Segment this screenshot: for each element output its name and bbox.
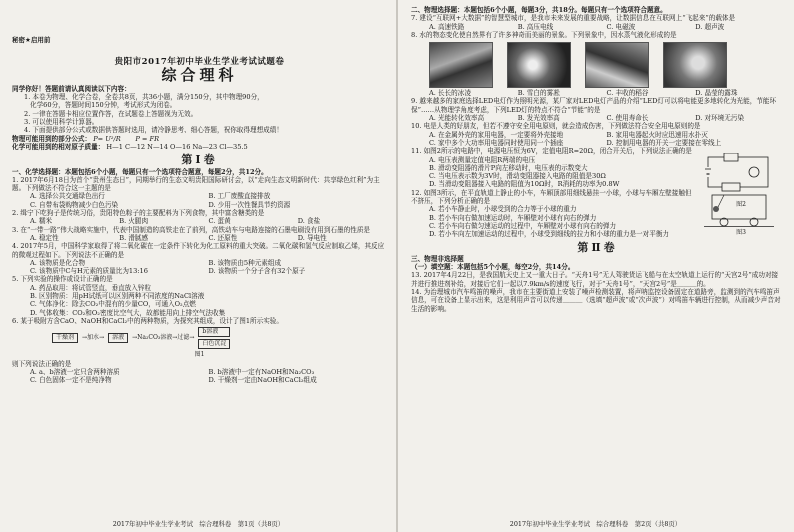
q12-option-b: B. 若小车向右做加速运动时，车厢壁对小球有向右的弹力: [429, 213, 597, 222]
notice-4: 4. 下面提供部分公式或数据供答题时选用，请冷静思考、细心答题，祝你取得理想成绩！: [24, 126, 283, 135]
question-3: 3. 在“一带一路”伟大战略实施中，代表中国制造的高铁走在了前列，高铁动车与电路连接的石墨电刷没有用到石墨的性质是: [12, 225, 371, 234]
section-juan-1: 第Ⅰ卷: [181, 153, 218, 167]
figure-2-caption: 图2: [736, 201, 746, 209]
q12-option-c: C. 若小车向右做匀速运动的过程中，车厢壁对小球有向右的弹力: [429, 221, 617, 230]
page-1-footer: 2017年初中毕业生学业考试 综合理科卷 第1页（共8页）: [112, 519, 285, 528]
q2-option-a: A. 糯米: [30, 217, 53, 226]
q9-option-c: C. 使用寿命长: [606, 114, 649, 123]
exam-subject: 综合理科: [161, 65, 238, 84]
question-4: 4. 2017年5月，中国科学家取得了将二氧化碳在一定条件下转化为化工原料的重大突破。二氧化碳和氢气反应制取乙烯，其反应的微观过程如下。下列说法不正确的是: [12, 242, 385, 259]
q6-option-a: A. a、b溶液一定只含两种溶质: [30, 367, 120, 376]
formula-label: 物理可能用到的部分公式：: [12, 134, 92, 143]
q10-options: [411, 131, 784, 148]
question-10: 10. 电是人类的好朋友，但若不遵守安全用电原则，就会造成伤害，下列做法符合安全用电原则的是: [411, 122, 701, 131]
dew-photo: [663, 42, 727, 88]
q10-option-d: D. 控制用电器的开关一定要接在零线上: [606, 138, 722, 147]
q6-option-b: B. b溶液中一定有NaOH和Na₂CO₃: [208, 367, 315, 376]
notice-2: 2. 一律在答题卡相应位置作答，在试题卷上答题视为无效。: [24, 109, 198, 118]
figure-1-caption: 图1: [194, 351, 205, 359]
exam-title: 贵阳市2017年初中毕业生学业考试试题卷: [114, 57, 285, 68]
q7-option-d: D. 超声波: [695, 22, 725, 31]
question-8: 8. 水的物态变化使自然界有了许多神奇而美丽的景象。下列景象中，因水蒸气液化形成的是: [411, 30, 677, 39]
q4-option-b: B. 该物质由5种元素组成: [208, 258, 282, 267]
flow-outputs: [198, 327, 230, 349]
q11-option-d: D. 当滑动变阻器接入电路的阻值为10Ω时，R消耗的功率为0.8W: [429, 180, 620, 189]
notice-3: 3. 可以使用科学计算器。: [24, 118, 99, 127]
q8-option-c: C. 丰收的稻谷: [606, 89, 649, 98]
section-physics-nonchoice: 三、物理非选择题: [411, 254, 464, 263]
q6-tail: 则下列说法正确的是: [12, 359, 72, 368]
question-5: 5. 下列实验的操作或设计正确的是: [12, 275, 113, 284]
q2-options: [12, 217, 387, 225]
q7-options: [411, 23, 784, 31]
q11-option-a: A. 电压表测量定值电阻R两端的电压: [429, 155, 536, 164]
q9-option-b: B. 发光效率高: [517, 114, 560, 123]
q3-options: [12, 234, 387, 242]
q3-option-d: D. 导电性: [297, 233, 327, 242]
q1-options-2: [12, 201, 387, 209]
flow-b-solution: b溶液: [198, 327, 230, 337]
q10-option-a: A. 在金属外壳的家用电器，一定要将外壳接地: [429, 130, 564, 139]
q3-option-c: C. 还原性: [208, 233, 238, 242]
secret-mark: 秘密★启用前: [12, 36, 51, 44]
q12-option-d: D. 若小车向左加速运动的过程中，小球受到细线的拉力和小球的重力是一对平衡力: [429, 230, 670, 239]
rime-photo: [507, 42, 571, 88]
notice-heading: 同学你好！答题前请认真阅读以下内容：: [12, 84, 131, 93]
q10-option-b: B. 家用电器起火时应迅速用水扑灭: [606, 130, 708, 139]
question-2: 2. 缉宁下吃狗子是传统习俗，贵阳特色粽子的主要配料为下列食物，其中富含糖类的是: [12, 209, 265, 218]
q4-options: [12, 259, 387, 267]
q2-option-d: D. 食盐: [297, 217, 321, 226]
q4-option-d: D. 该物质一个分子含有32个原子: [208, 267, 306, 276]
q7-option-a: A. 高速铁路: [429, 22, 465, 31]
q6-options-2: [12, 376, 387, 384]
figure-3-caption: 图3: [736, 228, 746, 236]
flow-reagent-filter: 过滤: [177, 334, 190, 342]
flow-arrow-1: →加水→: [82, 334, 105, 342]
atomic-mass-line: [12, 143, 387, 151]
formula-line: [12, 135, 387, 143]
q3-option-b: B. 滑腻感: [119, 233, 149, 242]
q6-option-c: C. 白色固体一定不是纯净物: [30, 376, 112, 385]
section-juan-2: 第Ⅱ卷: [577, 240, 618, 254]
q4-option-c: C. 该物质中C与H元素的质量比为13:16: [30, 267, 148, 276]
question-14: 14. 为治理城市汽车鸣笛的噪声，我市在主要街道上安装了噪声检测装置，将声呐监控设备固定在道路旁，监测到的汽车鸣笛声信息，可在设备上显示出来，这是利用声音可以传递＿＿＿（选填“超声波”或“次声波”）对鸣笛车辆进行控制，从而减少声音对生活的影响。: [411, 288, 781, 313]
q1-options: [12, 192, 387, 200]
flow-reagent-na2co3: Na₂CO₃溶液: [137, 334, 173, 342]
q12-block: [411, 189, 784, 239]
q5-option-d: D. 气体收集：CO₂和O₂密度比空气大，故都能用向上排空气法收集: [30, 308, 226, 317]
q3-option-a: A. 稳定性: [30, 233, 59, 242]
atomic-mass-values: H—1 C—12 N—14 O—16 Na—23 Cl—35.5: [106, 142, 248, 151]
q1-option-a: A. 选择公共交通绿色出行: [30, 192, 105, 201]
notice-1b: 化学60分，答题时间150分钟，考试形式为闭卷。: [30, 101, 177, 110]
q8-option-a: A. 长长的冰凌: [429, 89, 471, 98]
q11-option-b: B. 滑动变阻器的滑片P向左移动时，电压表的示数变大: [429, 163, 588, 172]
q8-option-d: D. 晶莹的露珠: [695, 89, 738, 98]
formula-power-2: P = FR: [135, 134, 160, 143]
section-chem-choice: 一、化学选择题：本题包括6个小题，每题只有一个选项符合题意，每题2分，共12分。: [12, 167, 268, 176]
rice-photo: [585, 42, 649, 88]
figure-3-cart: [704, 191, 774, 229]
q5-option-b: B. 区别物质：用pH试纸可以区别两种不同浓度的NaCl溶液: [30, 292, 205, 301]
q8-option-b: B. 雪白的雾凇: [517, 89, 560, 98]
formula-power: P= U²/R: [93, 134, 121, 143]
page-2: [397, 0, 794, 532]
q7-option-b: B. 高压电线: [517, 22, 554, 31]
q8-photos: [411, 42, 784, 88]
flow-white-precipitate: 白色沉淀: [198, 339, 230, 349]
icicle-photo: [429, 42, 493, 88]
q12-option-a: A. 若小车静止时，小球受到的合力等于小球的重力: [429, 205, 577, 214]
question-11: 11. 如图2所示的电路中，电源电压恒为6V，定值电阻R=20Ω，闭合开关后，下列说法正确的是: [411, 147, 692, 156]
figure-1-flowchart: [12, 327, 387, 349]
flow-reagent-water: 加水: [87, 334, 100, 342]
question-7: 7. 建设“互联网+大数据”的智慧型城市，是我市未来发展的重要战略，让数据信息在互联网上“飞起来”的载体是: [411, 14, 736, 23]
q10-option-c: C. 家中多个大功率用电器同时使用同一个插座: [429, 138, 564, 147]
question-9: 9. 越来越多的家庭选择LED电灯作为照明光源，某厂家对LED电灯产品的介绍“LED灯可以将电能更多地转化为光能，节能环保”……从物理学角度考虑，下列LED灯的特点不符合“节能”的是: [411, 97, 777, 114]
q9-option-d: D. 对环境无污染: [695, 114, 745, 123]
q6-options: [12, 368, 387, 376]
atomic-mass-label: 化学可能用到的相对原子质量：: [12, 142, 105, 151]
question-12: 12. 如图3所示，在平直轨道上静止的小车，车厢顶部用细线悬挂一小球，小球与车厢左壁接触但不挤压，下列分析正确的是: [411, 188, 692, 206]
q2-option-b: B. 火腿肉: [119, 217, 149, 226]
flow-solution: 溶液: [108, 333, 128, 343]
q6-option-d: D. 干燥剂一定由NaOH和CaCl₂组成: [208, 376, 317, 385]
q5-option-a: A. 药品取用：将试管竖直，垂直放入锌粒: [30, 283, 152, 292]
q1-option-b: B. 工厂废酸直接排放: [208, 192, 271, 201]
flow-desiccant: 干燥剂: [52, 333, 78, 343]
q9-option-a: A. 光能转化效率高: [429, 114, 485, 123]
section-physics-choice: 二、物理选择题：本题包括6个小题，每题3分，共18分。每题只有一个选项符合题意。: [411, 6, 667, 14]
question-6: 6. 某于吸附方含CaO、NaOH和CaCl₂中的两种物质，为探究其组成，设计了图1所示实验。: [12, 316, 283, 325]
q1-option-c: C. 自带布袋购物减少白色污染: [30, 200, 119, 209]
q4-option-a: A. 该物质是化合物: [30, 258, 86, 267]
question-13: 13. 2017年4月22日，是我国航天史上又一重大日子。“天舟1号”无人驾驶货运飞船与在太空轨道上运行的“天宫2号”成功对接并进行推进剂补给，对接后它们一起以7.9km/s的速度飞行，对于“天舟1号”，“天宫2号”是＿＿＿的。: [411, 271, 779, 288]
flow-arrow-2: →Na₂CO₃溶液→过滤→: [132, 334, 195, 342]
q5-option-c: C. 气体净化：除去CO₂中混有的少量CO，可通入O₂点燃: [30, 300, 196, 309]
section-fill-blank: （一）填空题：本题包括5个小题，每空2分，共14分。: [411, 263, 575, 272]
page-2-footer: 2017年初中毕业生学业考试 综合理科卷 第2页（共8页）: [509, 519, 682, 528]
notice-1: 1. 本卷为物理、化学合卷，全卷共8页，共36小题，满分150分，其中物理90分，: [24, 93, 264, 102]
q7-option-c: C. 电磁波: [606, 22, 636, 31]
q1-option-d: D. 少用一次性餐具节约资源: [208, 200, 291, 209]
q2-option-c: C. 蛋黄: [208, 217, 231, 226]
q11-option-c: C. 当电压表示数为3V时，滑动变阻器接入电路的阻值是30Ω: [429, 172, 606, 181]
question-1: 1. 2017年6月18日为首个“贵州生态日”，同期举行的生态文明贵阳国际研讨会，以“走向生态文明新时代：共享绿色红利”为主题。下列做法不符合这一主题的是: [12, 175, 380, 193]
